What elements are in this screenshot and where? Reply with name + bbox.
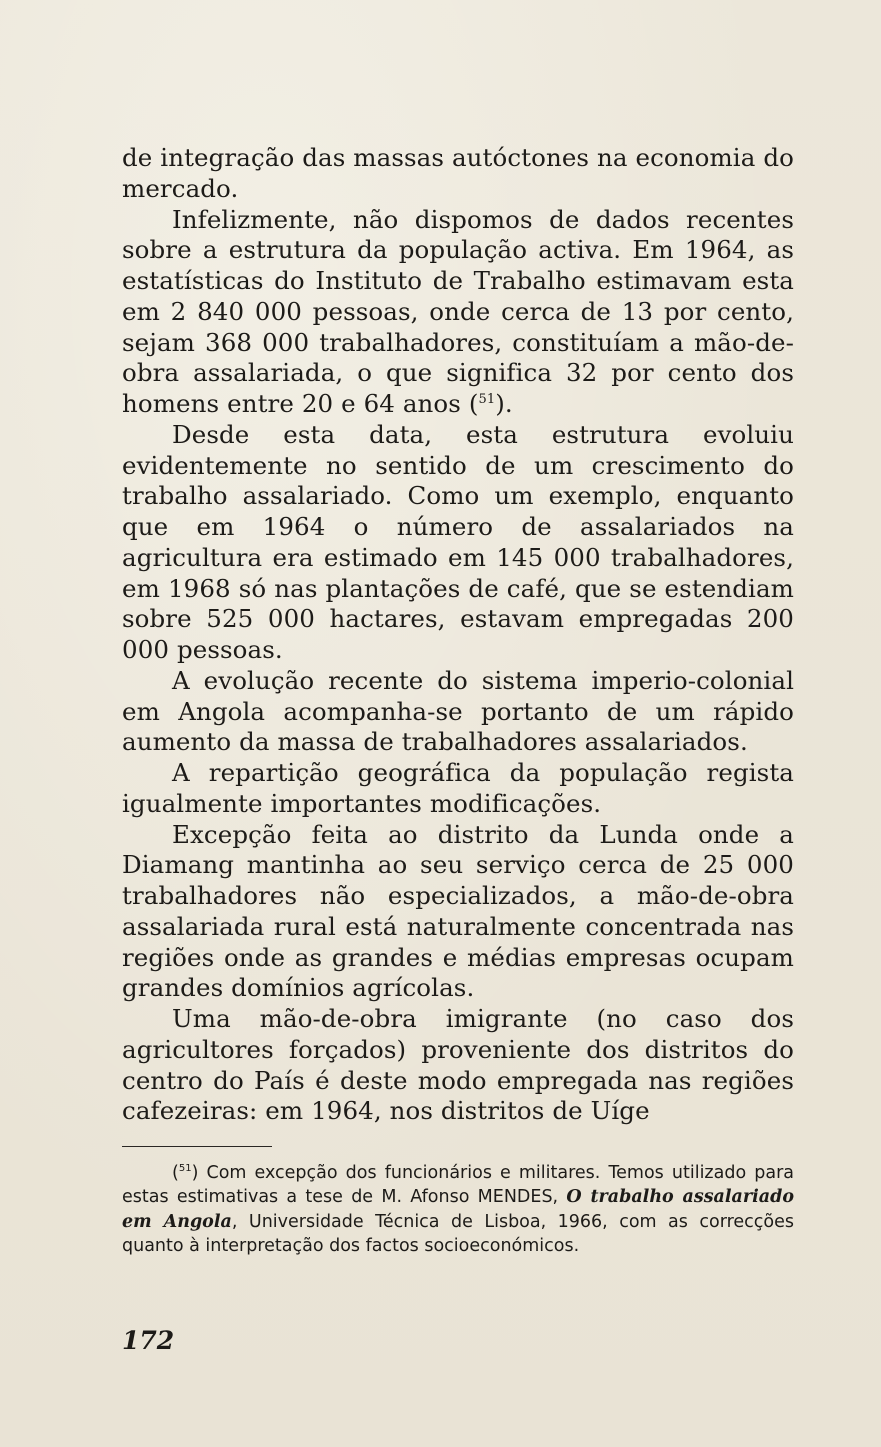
paragraph-4-text: A evolução recente do sistema imperio-colonial em Angola acompanha-se portanto de um rápido aumento da massa de trabalhadores assalariados. [122, 665, 794, 757]
footnote [122, 1161, 794, 1259]
footnote-reference[interactable]: 51 [478, 391, 496, 407]
paragraph-5 [122, 758, 794, 820]
paragraph-1 [122, 143, 794, 205]
page-number: 172 [122, 1326, 175, 1355]
paragraph-1-text: de integração das massas autóctones na economia do mercado. [122, 143, 794, 203]
paragraph-3-text: Desde esta data, esta estrutura evoluiu evidentemente no sentido de um crescimento do trabalho assalariado. Como um exemplo, enquanto que em 1964 o número de assalariados na agricultura era estimado em 145 000 trabalhadores, em 1968 só nas plantações de café, que se estendiam sobre 525 000 hactares, estavam empregadas 200 000 pessoas. [122, 419, 794, 664]
paragraph-7 [122, 1004, 794, 1127]
body-text [122, 143, 794, 1127]
paragraph-2-tail: ). [495, 389, 513, 418]
footnote-number-open: ( [172, 1163, 179, 1183]
paragraph-2 [122, 205, 794, 420]
footnote-text-end: , Universidade Técnica de Lisboa, 1966, com as correcções quanto à interpretação dos factos socioeconómicos. [122, 1211, 794, 1257]
paragraph-7-text: Uma mão-de-obra imigrante (no caso dos agricultores forçados) proveniente dos distritos do centro do País é deste modo empregada nas regiões cafezeiras: em 1964, nos distritos de Uíge [122, 1004, 794, 1126]
paragraph-2-text: Infelizmente, não dispomos de dados recentes sobre a estrutura da população activa. Em 1964, as estatísticas do Instituto de Trabalho estimavam esta em 2 840 000 pessoas, onde cerca de 13 por cento, sejam 368 000 trabalhadores, constituíam a mão-de-obra assalariada, o que significa 32 por cento dos homens entre 20 e 64 anos ( [122, 204, 794, 418]
paragraph-5-text: A repartição geográfica da população regista igualmente importantes modificações. [122, 758, 794, 818]
footnote-text: Com excepção dos funcionários e militares. Temos utilizado para estas estimativas a tese de M. Afonso MENDES, [122, 1163, 794, 1208]
footnote-number: 51 [178, 1163, 192, 1175]
paragraph-6-text: Excepção feita ao distrito da Lunda onde a Diamang mantinha ao seu serviço cerca de 25 000 trabalhadores não especializados, a mão-de-obra assalariada rural está naturalmente concentrada nas regiões onde as grandes e médias empresas ocupam grandes domínios agrícolas. [122, 819, 794, 1003]
cited-work-title: O trabalho assalariado em Angola [122, 1187, 794, 1232]
footnote-separator [122, 1146, 272, 1147]
paragraph-6 [122, 820, 794, 1005]
footnote-number-close: ) [191, 1163, 199, 1183]
paragraph-3 [122, 420, 794, 666]
paragraph-4 [122, 666, 794, 758]
